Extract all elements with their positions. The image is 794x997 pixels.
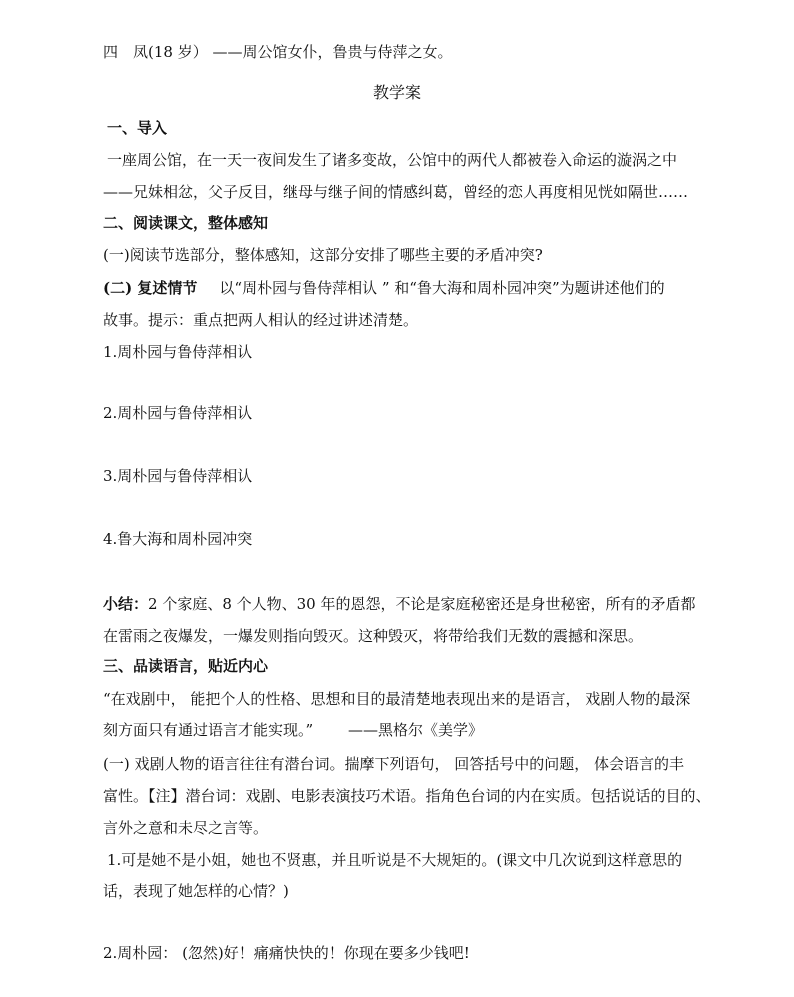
summary-line: 在雷雨之夜爆发，一爆发则指向毁灭。这种毁灭，将带给我们无数的震撼和深思。	[103, 627, 644, 645]
question-one: (一)阅读节选部分，整体感知，这部分安排了哪些主要的矛盾冲突?	[103, 246, 543, 264]
subtext-intro-line: 富性。【注】潜台词：戏剧、电影表演技巧术语。指角色台词的内在实质。包括说话的目的、	[103, 787, 711, 805]
subtext-intro-line: (一) 戏剧人物的语言往往有潜台词。揣摩下列语句， 回答括号中的问题， 体会语言的丰	[103, 755, 685, 773]
question-two-label: (二) 复述情节	[103, 279, 198, 297]
exercise-line: 话，表现了她怎样的心情？)	[103, 882, 289, 900]
summary-label: 小结：	[103, 595, 149, 613]
quote-line: “在戏剧中， 能把个人的性格、思想和目的最清楚地表现出来的是语言， 戏剧人物的最深	[103, 690, 691, 708]
list-item: 1.周朴园与鲁侍萍相认	[103, 343, 253, 361]
exercise-line: 1.可是她不是小姐，她也不贤惠，并且听说是不大规矩的。(课文中几次说到这样意思的	[107, 851, 683, 869]
summary-text: 2 个家庭、8 个人物、30 年的恩怨，不论是家庭秘密还是身世秘密，所有的矛盾都	[148, 595, 696, 613]
question-two-text: 以“周朴园与鲁侍萍相认 ” 和“鲁大海和周朴园冲突”为题讲述他们的	[219, 279, 665, 297]
subtext-intro-line: 言外之意和未尽之言等。	[103, 819, 269, 837]
page-title: 教学案	[372, 83, 421, 102]
quote-line: 刻方面只有通过语言才能实现。” ——黑格尔《美学》	[103, 721, 483, 739]
list-item: 3.周朴园与鲁侍萍相认	[103, 467, 253, 485]
section-heading-language: 三、品读语言，贴近内心	[103, 657, 269, 675]
list-item: 2.周朴园与鲁侍萍相认	[103, 404, 253, 422]
character-line: 四 凤(18 岁） ——周公馆女仆，鲁贵与侍萍之女。	[103, 43, 453, 61]
question-two-line: 故事。提示：重点把两人相认的经过讲述清楚。	[103, 311, 419, 329]
intro-paragraph-line: 一座周公馆，在一天一夜间发生了诸多变故，公馆中的两代人都被卷入命运的漩涡之中	[107, 151, 678, 169]
exercise-line: 2.周朴园： (忽然)好！痛痛快快的！你现在要多少钱吧!	[103, 944, 470, 962]
section-heading-intro: 一、导入	[107, 119, 168, 137]
list-item: 4.鲁大海和周朴园冲突	[103, 530, 253, 548]
question-two-line	[103, 278, 665, 298]
summary-line	[103, 594, 696, 614]
section-heading-reading: 二、阅读课文，整体感知	[103, 214, 269, 232]
intro-paragraph-line: ——兄妹相忿，父子反目，继母与继子间的情感纠葛，曾经的恋人再度相见恍如隔世……	[103, 183, 689, 201]
